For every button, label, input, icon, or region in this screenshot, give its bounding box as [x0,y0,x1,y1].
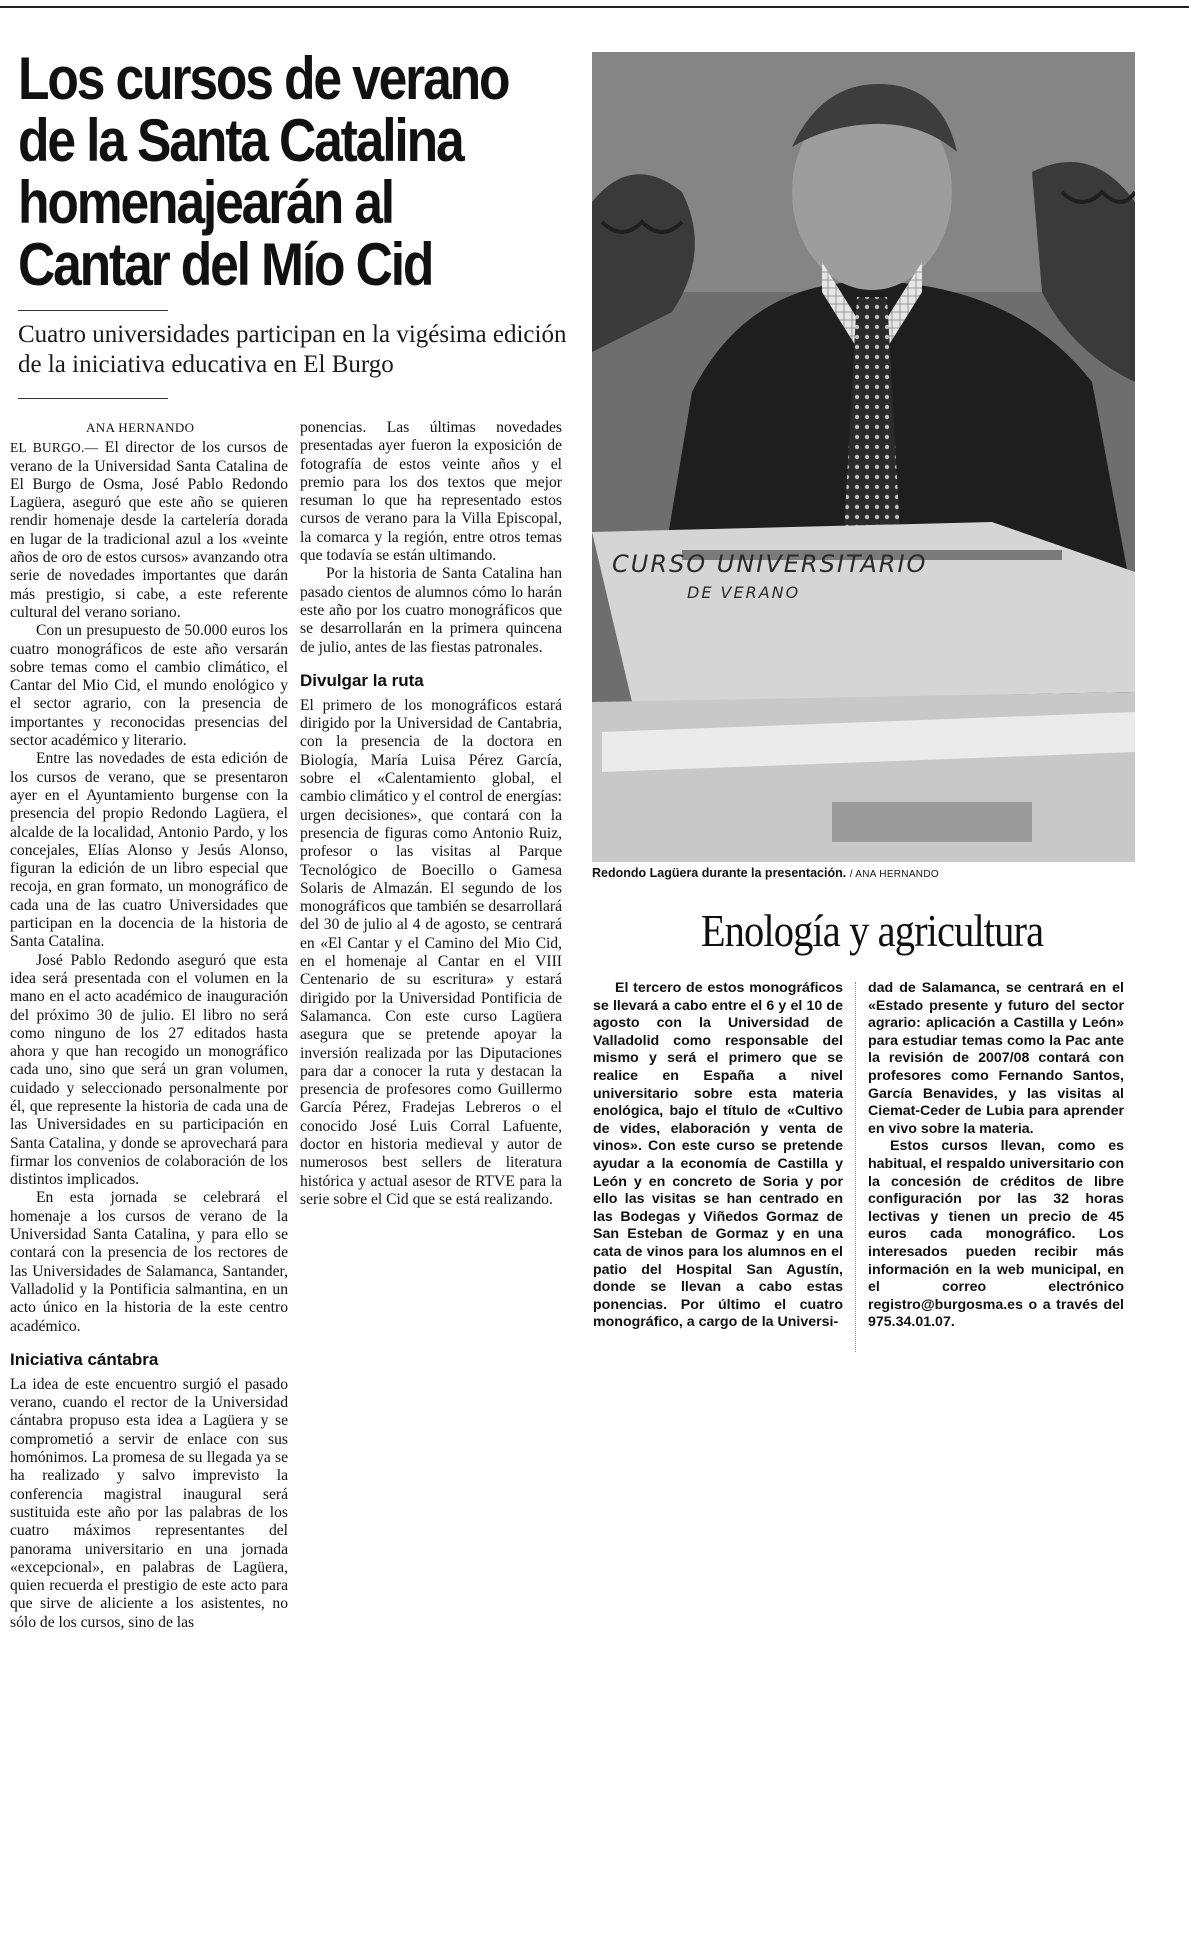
paragraph: ponencias. Las últimas novedades presentadas ayer fueron la exposición de fotografía de estos veinte años y el premio para los dos textos que mejor resuman lo que ha representado estos cursos de verano para la Villa Episcopal, la comarca y la región, entre otros temas que todavía se están ultimando. [300,419,562,565]
article-column-1 [10,419,288,1632]
paragraph: La idea de este encuentro surgió el pasado verano, cuando el rector de la Universidad cántabra propuso esta idea a Lagüera y se comprometió a servir de enlace con sus homónimos. La promesa de su llegada ya se ha realizado y salvo imprevisto la conferencia magistral inaugural será sustituida este año por las palabras de los cuatro máximos representantes del panorama universitario en una jornada «excepcional», en palabras de Lagüera, quien recuerda el prestigio de este acto para que sirve de aliciente a los asistentes, no sólo de los cursos, sino de las [10,1375,288,1631]
column-divider [855,982,856,1352]
lead-paragraph [10,439,288,622]
headline [18,45,509,298]
article-photo [592,52,1135,862]
paragraph: José Pablo Redondo aseguró que esta idea será presentada con el volumen en la mano en el acto académico de inauguración del próximo 30 de julio. El libro no será como ninguno de los 27 editados hasta ahora y que han recogido un monográfico cada uno, sino que será un gran volumen, cuidado y seleccionado personalmente por él, que represente la historia de cada una de las Universidades en su participación en Santa Catalina, y donde se aprovechará para firmar los convenios de colaboración de los distintos implicados. [10,951,288,1189]
headline-line-2: de la Santa Catalina [18,107,463,174]
section-heading: Iniciativa cántabra [10,1349,159,1369]
headline-line-1: Los cursos de verano [18,45,509,112]
subhead-rule-top [18,310,168,311]
sign-text-line-2: DE VERANO [687,583,801,602]
section-heading: Divulgar la ruta [300,670,424,690]
sidebar-title: Enología y agricultura [700,906,1044,956]
paragraph: Por la historia de Santa Catalina han pasado cientos de alumnos cómo lo harán este año por los cuatro monográficos que se desarrollarán en la primera quincena de julio, antes de las fiestas patronales. [300,565,562,656]
subhead: Cuatro universidades participan en la vigésima edición de la iniciativa educativa en El Burgo [18,321,567,378]
photo-credit: / ANA HERNANDO [849,869,939,880]
sidebar-column-2 [868,980,1124,1332]
sign-text-line-1: CURSO UNIVERSITARIO [612,550,928,578]
paragraph: Con un presupuesto de 50.000 euros los cuatro monográficos de este año versarán sobre temas como el cambio climático, el Cantar del Mio Cid, el mundo enológico y el sector agrario, con la presencia de importantes y reconocidas presencias del sector académico y literario. [10,622,288,750]
byline: ANA HERNANDO [86,420,195,435]
photo-caption [592,866,1152,880]
photo-illustration [592,52,1135,862]
headline-line-4: Cantar del Mío Cid [18,231,433,298]
dateline: EL BURGO.— [10,440,99,456]
headline-line-3: homenajearán al [18,169,393,236]
paragraph: El tercero de estos monográficos se llevará a cabo entre el 6 y el 10 de agosto con la Universidad de Valladolid como responsable del mismo y será el primero que se realice en España a nivel universitario sobre esta materia enológica, bajo el título de «Cultivo de vides, elaboración y venta de vinos». Con este curso se pretende ayudar a la economía de Castilla y León y en concreto de Soria y por ello las visitas se han centrado en las Bodegas y Viñedos Gormaz de San Esteban de Gormaz y en una cata de vinos para los alumnos en el patio del Hospital San Agustín, donde se llevan a cabo estas ponencias. Por último el cuatro monográfico, a cargo de la Universi- [593,980,843,1331]
paragraph: Estos cursos llevan, como es habitual, el respaldo universitario con la concesión de créditos de libre configuración por las 32 horas lectivas y tienen un precio de 45 euros cada monográfico. Los interesados pueden recibir más información en la web municipal, en el correo electrónico registro@burgosma.es o a través del 975.34.01.07. [868,1138,1124,1331]
caption-text: Redondo Lagüera durante la presentación. [592,866,847,880]
subhead-rule-bottom [18,398,168,399]
article-column-2 [300,419,562,1209]
sidebar-column-1 [593,980,843,1332]
lead-text: El director de los cursos de verano de la Universidad Santa Catalina de El Burgo de Osma, José Pablo Redondo Lagüera, aseguró que este año se quieren rendir homenaje desde la cartelería dorada en lugar de la tradicional azul a los «veinte años de oro de estos cursos» avanzando otra serie de novedades importantes que darán más prestigio, si cabe, a este referente cultural del verano soriano. [10,439,288,621]
paragraph: dad de Salamanca, se centrará en el «Estado presente y futuro del sector agrario: aplicación a Castilla y León» para estudiar temas como la Pac ante la revisión de 2007/08 contará con profesores como Fernando Santos, García Benavides, y las visitas al Ciemat-Ceder de Lubia para aprender en vivo sobre la materia. [868,980,1124,1137]
top-rule [0,6,1189,8]
paragraph: Entre las novedades de esta edición de los cursos de verano, que se presentaron ayer en el Ayuntamiento burgense con la presencia del propio Redondo Lagüera, el alcalde de la localidad, Antonio Pardo, y los concejales, Elías Alonso y Jesús Alonso, figuran la edición de un libro especial que recoja, en gran formato, un monográfico de cada una de las cuatro Universidades que participan en la docencia de la historia de Santa Catalina. [10,750,288,951]
paragraph: En esta jornada se celebrará el homenaje a los cursos de verano de la Universidad Santa Catalina, y para ello se contará con la presencia de los rectores de las Universidades de Salamanca, Santander, Valladolid y la Pontificia salmantina, en un acto único en la historia de la este centro académico. [10,1189,288,1335]
paragraph: El primero de los monográficos estará dirigido por la Universidad de Cantabria, con la presencia de la doctora en Biología, María Luisa Pérez García, sobre el «Calentamiento global, el cambio climático y el control de energías: urgen decisiones», que contará con la presencia de figuras como Antonio Ruiz, profesor o las visitas al Parque Tecnológico de Boecillo o Gamesa Solaris de Almazán. El segundo de los monográficos que también se desarrollará del 30 de julio al 4 de agosto, se centrará en «El Cantar y el Camino del Mio Cid, en el homenaje al Cantar en el VIII Centenario de su escritura» y estará dirigido por la Universidad Pontificia de Salamanca. Con este curso Lagüera asegura que se pretende apoyar la inversión realizada por las Diputaciones para dar a conocer la ruta y destacan la presencia de profesores como Guillermo García Pérez, Fradejas Lebreros o el conocido José Luis Corral Lafuente, doctor en historia medieval y autor de numerosos best sellers de literatura histórica y actual asesor de RTVE para la serie sobre el Cid que se está realizando. [300,696,562,1208]
